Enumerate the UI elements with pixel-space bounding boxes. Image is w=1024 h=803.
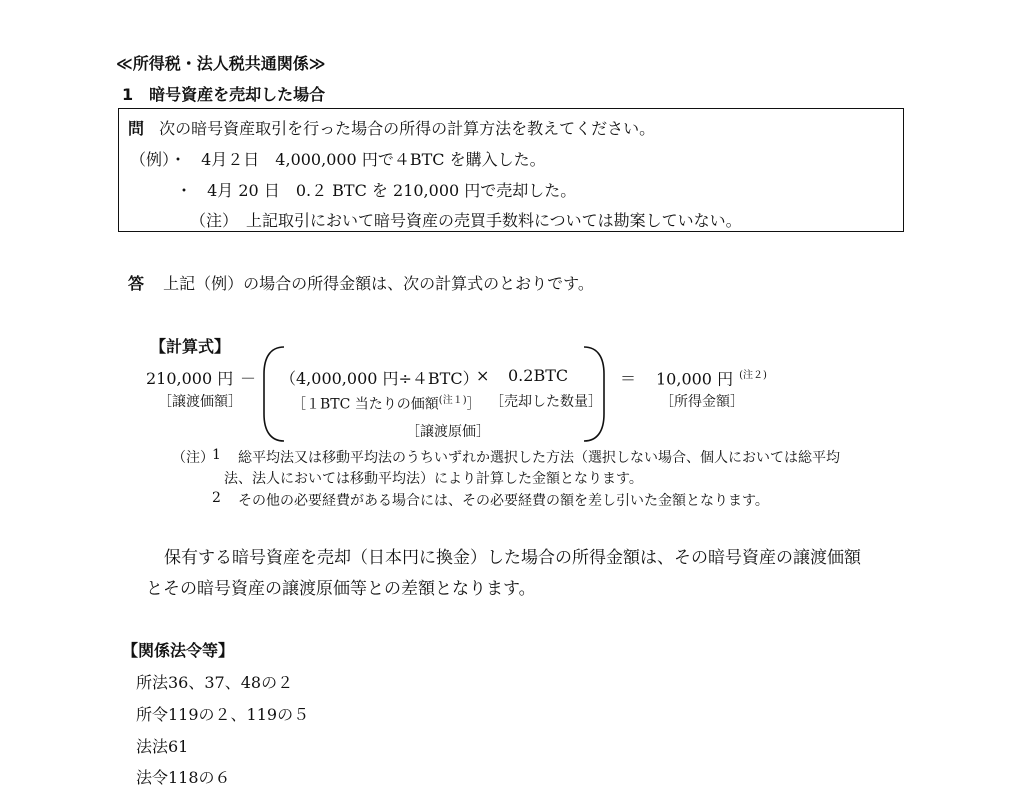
sale-caption: ［譲渡価額］ (158, 394, 242, 410)
note-2-text: その他の必要経費がある場合には、その必要経費の額を差し引いた金額となります。 (238, 493, 769, 509)
note1-mark: (注１) (438, 395, 467, 406)
notes-label: （注） (172, 450, 214, 466)
law-item: 所法36、37、48の２ (136, 673, 294, 692)
unit-price-caption (292, 391, 481, 414)
law-item: 所令119の２、119の５ (136, 705, 310, 724)
note2-mark: (注２) (739, 370, 767, 381)
section-header: ≪所得税・法人税共通関係≫ (116, 54, 326, 73)
sold-quantity: 0.2BTC (508, 366, 569, 385)
income-result (656, 366, 767, 389)
question-note: （注） 上記取引において暗号資産の売買手数料については勘案していない。 (190, 211, 742, 230)
result-caption: ［所得金額］ (660, 394, 744, 410)
law-item: 法令118の６ (136, 768, 231, 787)
note-1-line-2: 法、法人においては移動平均法）により計算した金額となります。 (224, 471, 643, 487)
answer-text: 上記（例）の場合の所得金額は、次の計算式のとおりです。 (163, 274, 594, 293)
sale-value: 210,000 円 (146, 369, 234, 388)
example-line-1: 4月２日 4,000,000 円で４BTC を購入した。 (201, 150, 546, 169)
item-title: 1 暗号資産を売却した場合 (122, 85, 326, 104)
unit-caption-end: ］ (466, 396, 481, 413)
cost-caption: ［譲渡原価］ (406, 424, 490, 440)
example-line-2: 4月 20 日 0.２ BTC を 210,000 円で売却した。 (207, 181, 577, 200)
unit-caption-text: ［１BTC 当たりの価額 (292, 396, 439, 413)
example-label: （例） (130, 150, 171, 169)
equals-sign: ＝ (620, 369, 637, 388)
note-2-number: 2 (212, 490, 221, 506)
unit-price-expression: （4,000,000 円÷４BTC） (280, 369, 479, 388)
example-row-2 (176, 178, 576, 201)
question-label: 問 (128, 119, 145, 138)
summary-line-1: 保有する暗号資産を売却（日本円に換金）した場合の所得金額は、その暗号資産の譲渡価額 (164, 548, 861, 568)
times-sign: × (476, 366, 490, 385)
question-row (128, 116, 655, 139)
quantity-caption: ［売却した数量］ (490, 394, 602, 410)
note-1-number: 1 (212, 447, 221, 463)
bullet: ・ (176, 181, 193, 200)
law-item: 法法61 (136, 737, 189, 756)
summary-line-2: とその暗号資産の譲渡原価等との差額となります。 (146, 579, 536, 599)
answer-row (128, 271, 594, 294)
note-1-line-1: 総平均法又は移動平均法のうちいずれか選択した方法（選択しない場合、個人においては総平均 (238, 450, 840, 466)
result-value: 10,000 円 (656, 369, 734, 389)
answer-label: 答 (128, 274, 145, 293)
laws-title: 【関係法令等】 (122, 641, 235, 660)
bullet: ・ (170, 150, 187, 169)
question-text: 次の暗号資産取引を行った場合の所得の計算方法を教えてください。 (159, 119, 656, 138)
formula-title: 【計算式】 (150, 337, 231, 356)
example-row-1 (130, 147, 546, 170)
minus-sign: － (240, 369, 257, 388)
